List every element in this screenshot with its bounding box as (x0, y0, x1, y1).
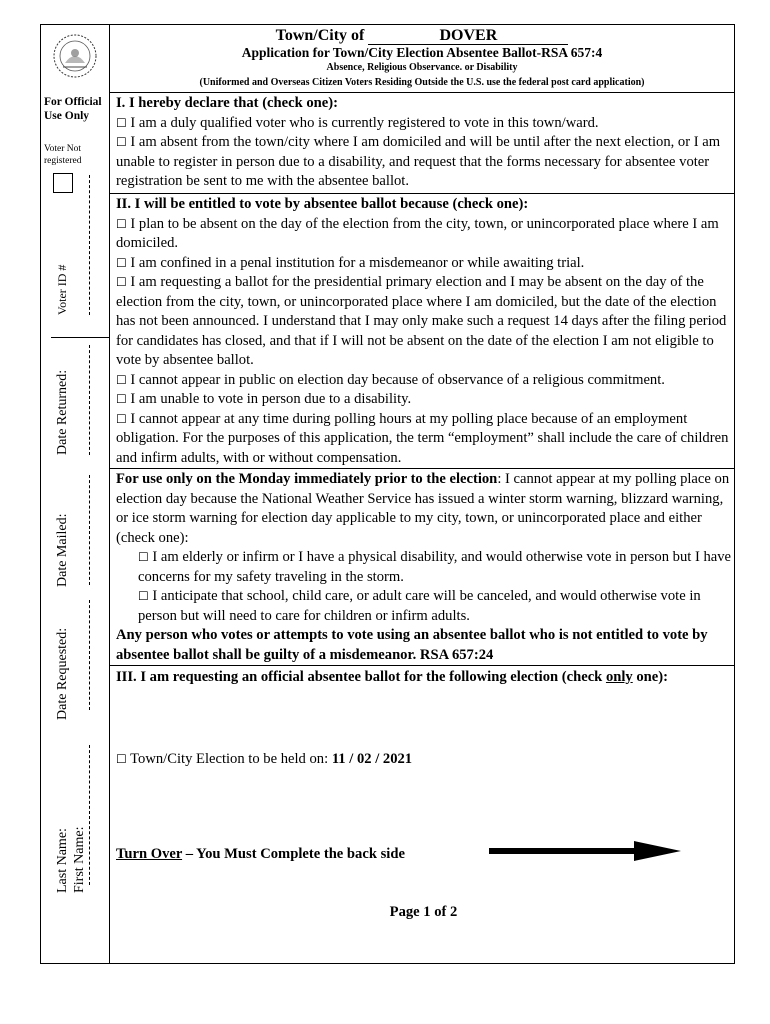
section-1 (116, 94, 731, 192)
section1-option-2[interactable]: ☐ I am absent from the town/city where I am domiciled and will be until after the next election, or I am unable to register in person due to a disability, and request that the forms necessary for absentee voter registration be sent to me with the absentee ballot. (116, 134, 721, 189)
checkbox-icon[interactable]: ☐ (116, 392, 127, 406)
official-use-label: For Official Use Only (44, 96, 102, 122)
section-3 (116, 668, 731, 688)
page-number: Page 1 of 2 (389, 904, 458, 920)
checkbox-icon[interactable]: ☐ (116, 752, 127, 766)
form-frame (40, 24, 735, 964)
sidebar-divider (109, 25, 110, 963)
election-label: Town/City Election to be held on: (130, 751, 329, 767)
monday-lead: For use only on the Monday immediately prior to the election (116, 471, 498, 487)
section1-heading: I. I hereby declare that (check one): (116, 95, 338, 111)
section3-divider (109, 665, 734, 666)
monday-option-1[interactable]: ☐ I am elderly or infirm or I have a physical disability, and would otherwise vote in person but I have concerns for my safety traveling in the storm. (138, 549, 732, 585)
monday-option-2[interactable]: ☐ I anticipate that school, child care, or adult care will be canceled, and would otherwise vote in person but will need to care for children or infirm adults. (138, 588, 701, 624)
section2-option-6[interactable]: ☐ I cannot appear at any time during polling hours at my polling place because of an employment obligation. For the purposes of this application, the term “employment” shall include the care of children and infirm adults, with or without compensation. (116, 410, 729, 466)
turn-over-label: Turn Over (116, 846, 183, 862)
section3-heading: III. I am requesting an official absentee ballot for the following election (check only one): (116, 669, 668, 685)
checkbox-icon[interactable]: ☐ (116, 115, 127, 130)
section2-divider (109, 468, 734, 469)
date-requested-line (89, 600, 90, 710)
date-returned-label: Date Returned: (55, 369, 70, 455)
checkbox-icon[interactable]: ☐ (138, 589, 149, 603)
section2-option-3[interactable]: ☐ I am requesting a ballot for the presidential primary election and I may be absent on the day of the election from the city, town, or unincorporated place where I am domiciled, but the date of the election has not been announced. I understand that I may only make such a request 14 days after the filing period for candidates has closed, and that if I will not be absent on the date of the election I am not eligible to vote by absentee ballot. (116, 274, 727, 368)
last-name-label: Last Name: (55, 828, 70, 893)
town-value: DOVER (368, 28, 568, 45)
first-name-label: First Name: (72, 826, 87, 893)
section2-option-2[interactable]: ☐ I am confined in a penal institution for a misdemeanor or while awaiting trial. (116, 254, 585, 271)
section2-option-4[interactable]: ☐ I cannot appear in public on election day because of observance of a religious commitment. (116, 371, 665, 388)
checkbox-icon[interactable]: ☐ (116, 216, 127, 231)
voter-not-registered-checkbox[interactable] (53, 173, 73, 193)
form-subtitle: Absence, Religious Observance. or Disability (326, 62, 518, 73)
state-seal-icon (53, 29, 97, 83)
section2-option-1[interactable]: ☐ I plan to be absent on the day of the election from the city, town, or unincorporated place where I am domiciled. (116, 215, 719, 251)
form-note: (Uniformed and Overseas Citizen Voters Residing Outside the U.S. use the federal post card application) (199, 77, 645, 88)
election-line[interactable] (116, 750, 731, 770)
header-divider (109, 92, 734, 93)
monday-section (116, 470, 731, 665)
monday-intro: For use only on the Monday immediately prior to the election: I cannot appear at my polling place on election day because the National Weather Service has issued a winter storm warning, blizzard warning, or ice storm warning for election day applicable to my city, town, or unincorporated place and either (check one): (116, 471, 730, 546)
section2-heading: II. I will be entitled to vote by absentee ballot because (check one): (116, 196, 529, 212)
arrow-right-icon (489, 839, 681, 863)
date-mailed-line (89, 475, 90, 585)
checkbox-icon[interactable]: ☐ (116, 372, 127, 387)
date-returned-line (89, 345, 90, 455)
form-title: Application for Town/City Election Absentee Ballot-RSA 657:4 (241, 45, 603, 60)
sidebar-divider-line (51, 337, 109, 338)
section1-option-1[interactable]: ☐ I am a duly qualified voter who is currently registered to vote in this town/ward. (116, 114, 599, 131)
town-prefix: Town/City of (275, 27, 365, 44)
section-2 (116, 195, 731, 468)
date-requested-label: Date Requested: (55, 627, 70, 720)
misdemeanor-warning: Any person who votes or attempts to vote using an absentee ballot who is not entitled to vote by absentee ballot shall be guilty of a misdemeanor. RSA 657:24 (116, 627, 708, 663)
section1-divider (109, 193, 734, 194)
checkbox-icon[interactable]: ☐ (116, 135, 127, 149)
voter-not-registered-label: Voter Not registered (44, 144, 82, 166)
checkbox-icon[interactable]: ☐ (116, 275, 127, 289)
checkbox-icon[interactable]: ☐ (116, 255, 127, 270)
date-mailed-label: Date Mailed: (55, 513, 70, 587)
checkbox-icon[interactable]: ☐ (116, 411, 127, 426)
section2-option-5[interactable]: ☐ I am unable to vote in person due to a disability. (116, 391, 412, 407)
election-date: 11 / 02 / 2021 (331, 751, 413, 767)
turn-over-line: Turn Over – You Must Complete the back side (116, 846, 405, 862)
name-line (89, 745, 90, 885)
voter-id-line (89, 175, 90, 315)
checkbox-icon[interactable]: ☐ (138, 550, 149, 564)
voter-id-label: Voter ID # (55, 264, 69, 315)
header-town-line (111, 27, 733, 45)
